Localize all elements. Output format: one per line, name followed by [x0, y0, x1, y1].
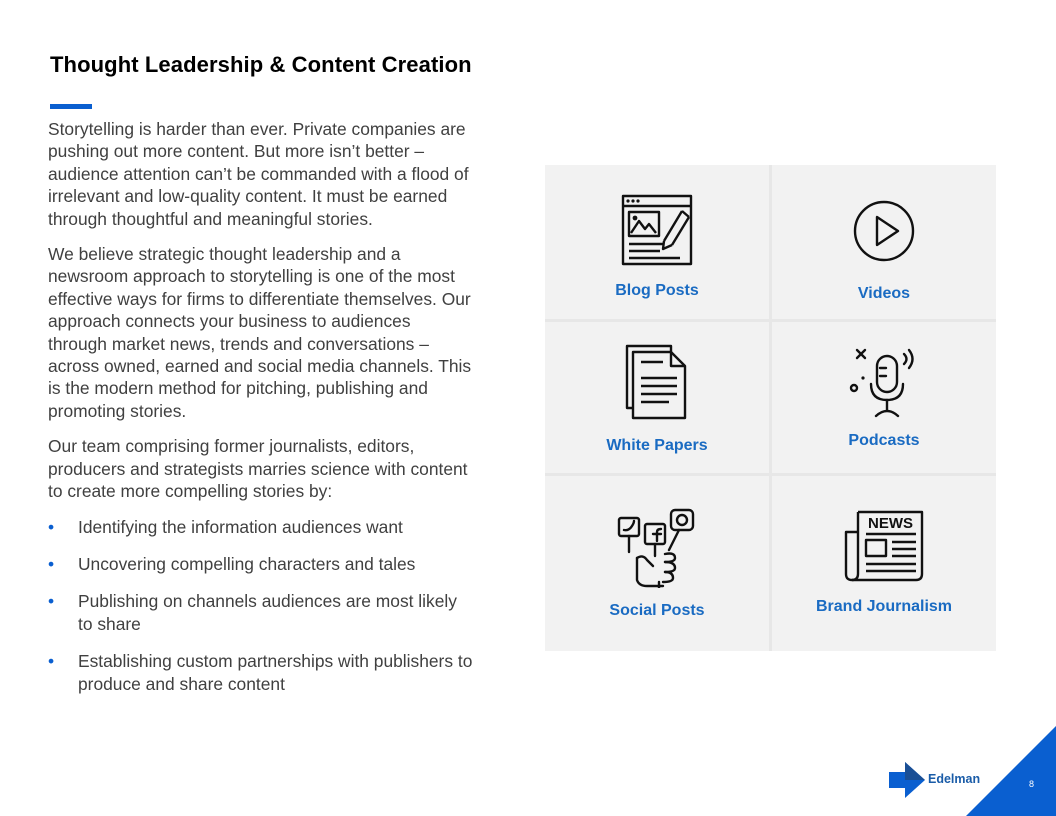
play-video-icon	[852, 199, 916, 263]
title-accent-bar	[50, 104, 92, 109]
tile-label: Social Posts	[609, 602, 705, 619]
bullet-glyph: •	[48, 591, 55, 612]
bullet-text: Publishing on channels audiences are most likely to share	[78, 591, 457, 634]
list-item	[48, 590, 473, 635]
page-number: 8	[1029, 779, 1035, 789]
paragraph-approach: We believe strategic thought leadership and a newsroom approach to storytelling is one of the most effective ways for firms to differentiate themselves. Our approach connects your business to audiences through market news, trends and conversations – across owned, earned and social media channels. This is the modern method for pitching, publishing and promoting stories.	[48, 244, 472, 421]
document-icon	[625, 344, 689, 420]
tile-label: Podcasts	[848, 432, 920, 449]
tile-label: Videos	[857, 285, 911, 302]
tile-blog-posts	[545, 165, 769, 319]
tile-label: Blog Posts	[615, 282, 699, 299]
bullet-text: Uncovering compelling characters and tales	[78, 553, 416, 574]
paragraph-intro: Storytelling is harder than ever. Private companies are pushing out more content. But more isn’t better – audience attention can’t be commanded with a flood of irrelevant and low-quality content. It must be earned through thoughtful and meaningful stories.	[48, 119, 469, 229]
tile-podcasts	[772, 322, 996, 473]
tile-label: Brand Journalism	[815, 598, 953, 615]
tile-label: White Papers	[606, 437, 708, 454]
corner-triangle	[966, 726, 1056, 816]
content-type-grid	[545, 165, 996, 651]
tile-white-papers	[545, 322, 769, 473]
tile-brand-journalism	[772, 476, 996, 651]
tile-social-posts	[545, 476, 769, 651]
svg-text:NEWS: NEWS	[868, 515, 913, 532]
tile-videos	[772, 165, 996, 319]
list-item	[48, 516, 473, 538]
bullet-glyph: •	[48, 516, 55, 537]
bullet-text: Establishing custom partnerships with publishers to produce and share content	[78, 651, 473, 694]
microphone-icon	[849, 346, 919, 418]
bullet-text: Identifying the information audiences want	[78, 516, 403, 537]
bullet-glyph: •	[48, 651, 55, 672]
newspaper-icon	[844, 510, 924, 582]
social-media-icon	[617, 508, 697, 588]
list-item	[48, 650, 473, 695]
bullet-list	[48, 516, 473, 695]
bullet-glyph: •	[48, 553, 55, 574]
blog-post-icon	[620, 193, 694, 267]
slide-title: Thought Leadership & Content Creation	[50, 52, 472, 77]
body-text	[48, 118, 473, 710]
list-item	[48, 553, 473, 575]
brand-name: Edelman	[928, 772, 981, 786]
paragraph-team: Our team comprising former journalists, editors, producers and strategists marries science with content to create more compelling stories by:	[48, 436, 468, 502]
